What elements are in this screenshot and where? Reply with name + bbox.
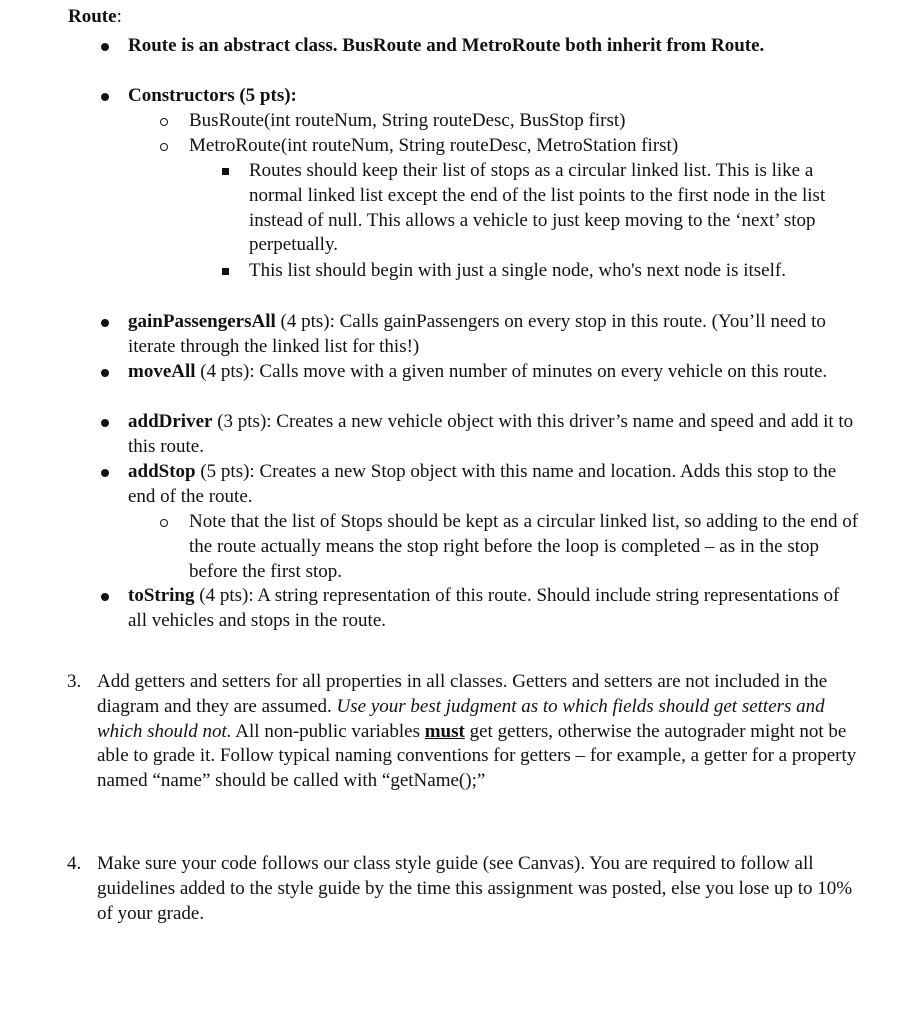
method-name: moveAll — [128, 361, 196, 382]
method-description: (4 pts): Calls move with a given number of minutes on every vehicle on this route. — [195, 361, 828, 382]
subbullet-text: MetroRoute(int routeNum, String routeDesc, MetroStation first) — [189, 135, 679, 156]
bullet-to-string — [128, 584, 858, 634]
subbullet-circular-note — [189, 510, 859, 584]
paragraph-emphasis: must — [424, 720, 465, 742]
method-description: (4 pts): Calls gainPassengers on every stop in this route. (You’ll need to iterate through the linked list for this!) — [128, 311, 826, 357]
bullet-move-all — [128, 360, 858, 385]
bullet-circle-marker — [160, 143, 168, 151]
bullet-abstract-class — [128, 34, 858, 59]
bullet-constructors — [128, 84, 858, 109]
subsubbullet-text: Routes should keep their list of stops as a circular linked list. This is like a normal linked list except the end of the list points to the first node in the list instead of null. This allows a vehicle to just keep moving to the ‘next’ stop perpetually. — [249, 160, 826, 256]
bullet-square-marker — [222, 268, 229, 275]
bullet-disc-marker — [101, 593, 109, 601]
section-heading — [68, 5, 122, 30]
bullet-text: Constructors (5 pts): — [128, 85, 297, 106]
method-name: toString — [128, 585, 195, 606]
method-description: (5 pts): Creates a new Stop object with this name and location. Adds this stop to the end of the route. — [128, 461, 837, 507]
method-description: (4 pts): A string representation of this route. Should include string representations of all vehicles and stops in the route. — [128, 585, 840, 631]
list-number: 3. — [67, 671, 82, 692]
subbullet-metroroute-constructor — [189, 134, 859, 159]
heading-colon: : — [116, 6, 122, 27]
bullet-disc-marker — [101, 319, 109, 327]
bullet-add-driver — [128, 410, 858, 460]
list-number: 4. — [67, 853, 82, 874]
method-name: gainPassengersAll — [128, 311, 276, 332]
bullet-disc-marker — [101, 469, 109, 477]
bullet-disc-marker — [101, 43, 109, 51]
bullet-text: Route is an abstract class. BusRoute and MetroRoute both inherit from Route. — [128, 35, 765, 56]
bullet-disc-marker — [101, 369, 109, 377]
numbered-item-getters-setters — [97, 670, 857, 794]
heading-title: Route — [68, 6, 117, 27]
bullet-add-stop — [128, 460, 858, 510]
subbullet-text: BusRoute(int routeNum, String routeDesc, BusStop first) — [189, 110, 626, 131]
bullet-gain-passengers-all — [128, 310, 858, 360]
paragraph-text: All non-public variables — [231, 720, 425, 742]
bullet-disc-marker — [101, 419, 109, 427]
method-name: addStop — [128, 461, 196, 482]
method-name: addDriver — [128, 411, 213, 432]
numbered-item-style-guide — [97, 852, 857, 926]
bullet-circle-marker — [160, 519, 168, 527]
paragraph-italic-text: Use your best judgment as to which fields should get setters and which should not. — [97, 695, 825, 742]
subsubbullet-circular-list — [249, 159, 849, 258]
bullet-square-marker — [222, 168, 229, 175]
bullet-disc-marker — [101, 93, 109, 101]
subbullet-text: Note that the list of Stops should be kept as a circular linked list, so adding to the end of the route actually means the stop right before the loop is completed – as in the stop before the first stop. — [189, 511, 859, 582]
paragraph-text: Add getters and setters for all properties in all classes. Getters and setters are not included in the diagram and they are assumed. — [97, 671, 828, 717]
method-description: (3 pts): Creates a new vehicle object with this driver’s name and speed and add it to this route. — [128, 411, 854, 457]
subbullet-busroute-constructor — [189, 109, 859, 134]
subsubbullet-text: This list should begin with just a single node, who's next node is itself. — [249, 260, 786, 281]
paragraph-text: Make sure your code follows our class style guide (see Canvas). You are required to follow all guidelines added to the style guide by the time this assignment was posted, else you lose up to 10% of your grade. — [97, 853, 853, 924]
subsubbullet-single-node — [249, 259, 849, 284]
paragraph-text: get getters, otherwise the autograder might not be able to grade it. Follow typical naming conventions for getters – for example, a getter for a property named “name” should be called with “getName();” — [97, 720, 857, 792]
bullet-circle-marker — [160, 118, 168, 126]
